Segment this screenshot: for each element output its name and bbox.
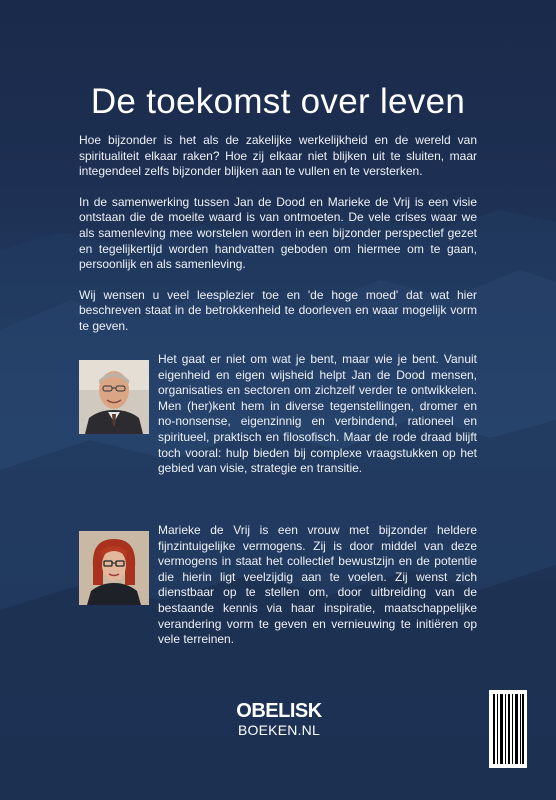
author-bio-marieke [79, 523, 477, 648]
author-bio-text: Het gaat er niet om wat je bent, maar wie je bent. Vanuit eigenheid en eigen wijsheid helpt Jan de Dood mensen, organisaties en sectoren om zichzelf verder te ontwikkelen. Men (her)kent hem in diverse tegenstellingen, dromer en no-nonsense, eigenzinnig en verbindend, rationeel en spiritueel, praktisch en filosofisch. Maar de rode draad blijft toch vooral: hulp bieden bij complexe vraagstukken op het gebied van visie, strategie en transitie. [158, 352, 477, 476]
intro-paragraph: Hoe bijzonder is het als de zakelijke werkelijkheid en de wereld van spiritualiteit elkaar raken? Hoe zij elkaar niet blijken uit te sluiten, maar integendeel zelfs bijzonder blijken aan te vullen en te versterken. [79, 133, 477, 179]
book-title: De toekomst over leven [90, 82, 466, 121]
publisher-logo [231, 700, 327, 738]
author-photo-marieke [79, 531, 149, 605]
intro-paragraph: In de samenwerking tussen Jan de Dood en Marieke de Vrij is een visie ontstaan die de moeite waard is van ontmoeten. De vele crises waar we als samenleving mee worstelen worden in een bijzonder perspectief gezet en tegelijkertijd worden handvatten geboden om hiermee om te gaan, persoonlijk en als samenleving. [79, 194, 477, 272]
author-photo-jan [79, 360, 149, 434]
author-bio-jan [79, 352, 477, 477]
publisher-logo-domain: BOEKEN.NL [238, 722, 320, 738]
publisher-logo-name: OBELISK [236, 700, 322, 722]
barcode-icon [489, 690, 527, 768]
author-bio-text: Marieke de Vrij is een vrouw met bijzonder heldere fijnzintuigelijke vermogens. Zij is door middel van deze vermogens in staat het collectief bewustzijn en de potentie die hierin ligt veelzijdig aan te voelen. Zij wenst zich dienstbaar op te stellen om, door uitbreiding van de bestaande kennis via haar inspiratie, maatschappelijke verandering vorm te geven en vernieuwing te initiëren op vele terreinen. [158, 523, 477, 647]
intro-text [79, 133, 477, 350]
intro-paragraph: Wij wensen u veel leesplezier toe en 'de hoge moed' dat wat hier beschreven staat in de betrokkenheid te doorleven en waar mogelijk vorm te geven. [79, 287, 477, 333]
